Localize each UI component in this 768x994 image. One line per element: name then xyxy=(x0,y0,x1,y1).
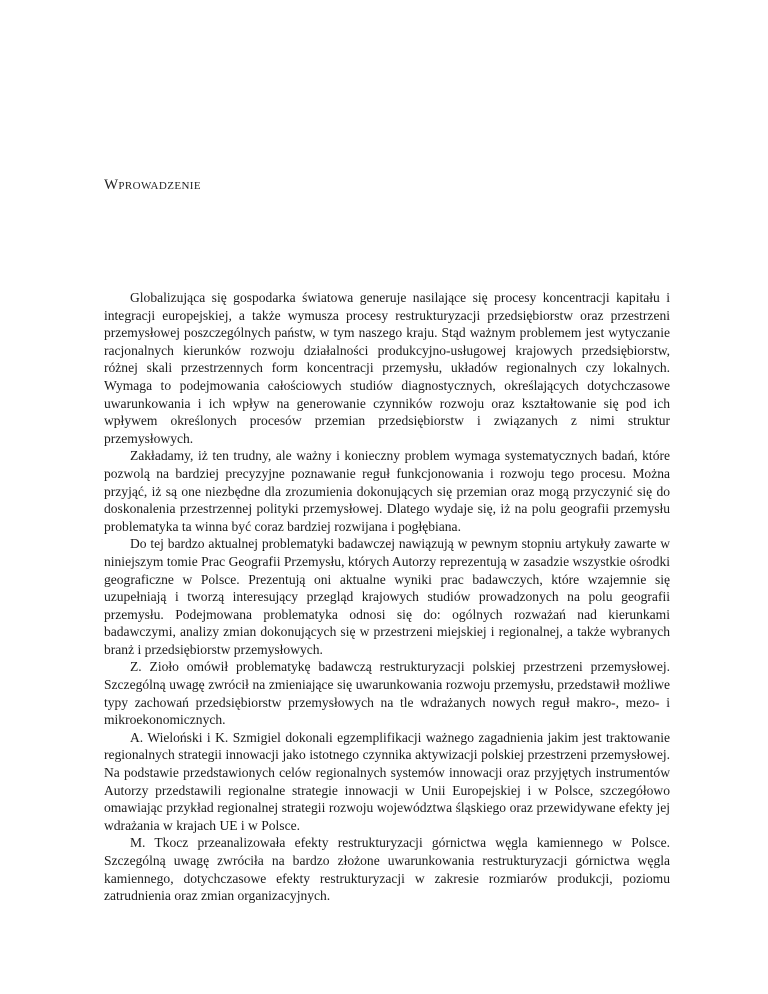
paragraph: A. Wieloński i K. Szmigiel dokonali egzemplifikacji ważnego zagadnienia jakim jest traktowanie regionalnych strategii innowacji jako istotnego czynnika aktywizacji polskiej przestrzeni przemysłowej. Na podstawie przedstawionych celów regionalnych systemów innowacji oraz przyjętych instrumentów Autorzy przedstawili regionalne strategie innowacji w Unii Europejskiej i w Polsce, szczegółowo omawiając przykład regionalnej strategii rozwoju województwa śląskiego oraz przewidywane efekty jej wdrażania w krajach UE i w Polsce. xyxy=(104,729,670,833)
paragraph: Globalizująca się gospodarka światowa generuje nasilające się procesy koncentracji kapitału i integracji europejskiej, a także wymusza procesy restrukturyzacji przedsiębiorstw oraz przestrzeni przemysłowej poszczególnych państw, w tym naszego kraju. Stąd ważnym problemem jest wytyczanie racjonalnych kierunków rozwoju działalności produkcyjno-usługowej krajowych przedsiębiorstw, różnej skali przestrzennych form koncentracji przemysłu, układów regionalnych czy lokalnych. Wymaga to podejmowania całościowych studiów diagnostycznych, określających dotychczasowe uwarunkowania i ich wpływ na generowanie czynników rozwoju oraz kształtowanie się pod ich wpływem określonych procesów przemian przedsiębiorstw i związanych z nimi struktur przemysłowych. xyxy=(104,290,670,446)
paragraph: M. Tkocz przeanalizowała efekty restrukturyzacji górnictwa węgla kamiennego w Polsce. Szczególną uwagę zwróciła na bardzo złożone uwarunkowania restrukturyzacji górnictwa węgla kamiennego, dotychczasowe efekty restrukturyzacji w zakresie rozmiarów produkcji, poziomu zatrudnienia oraz zmian organizacyjnych. xyxy=(104,835,670,904)
paragraph: Zakładamy, iż ten trudny, ale ważny i konieczny problem wymaga systematycznych badań, które pozwolą na bardziej precyzyjne poznawanie reguł funkcjonowania i rozwoju tego procesu. Można przyjąć, iż są one niezbędne dla zrozumienia dokonujących się przemian oraz mogą przyczynić się do doskonalenia przestrzennej polityki przemysłowej. Dlatego wydaje się, iż na polu geografii przemysłu problematyka ta winna być coraz bardziej rozwijana i pogłębiana. xyxy=(104,448,670,534)
paragraph: Z. Zioło omówił problematykę badawczą restrukturyzacji polskiej przestrzeni przemysłowej. Szczególną uwagę zwrócił na zmieniające się uwarunkowania rozwoju przemysłu, przedstawił możliwe typy zachowań przedsiębiorstw przemysłowych na tle wdrażanych nowych reguł makro-, mezo- i mikroekonomicznych. xyxy=(104,659,670,728)
body-text xyxy=(104,289,670,905)
heading-initial: W xyxy=(104,177,119,193)
paragraph: Do tej bardzo aktualnej problematyki badawczej nawiązują w pewnym stopniu artykuły zawarte w niniejszym tomie Prac Geografii Przemysłu, których Autorzy reprezentują w zasadzie wszystkie ośrodki geograficzne w Polsce. Prezentują oni aktualne wyniki prac badawczych, które wzajemnie się uzupełniają i tworzą interesujący przegląd krajowych studiów prowadzonych na polu geografii przemysłu. Podejmowana problematyka odnosi się do: ogólnych rozważań nad kierunkami badawczymi, analizy zmian dokonujących się w przestrzeni miejskiej i regionalnej, a także wybranych branż i przedsiębiorstw przemysłowych. xyxy=(104,536,670,657)
heading-rest: PROWADZENIE xyxy=(118,180,201,192)
section-heading xyxy=(104,177,201,194)
